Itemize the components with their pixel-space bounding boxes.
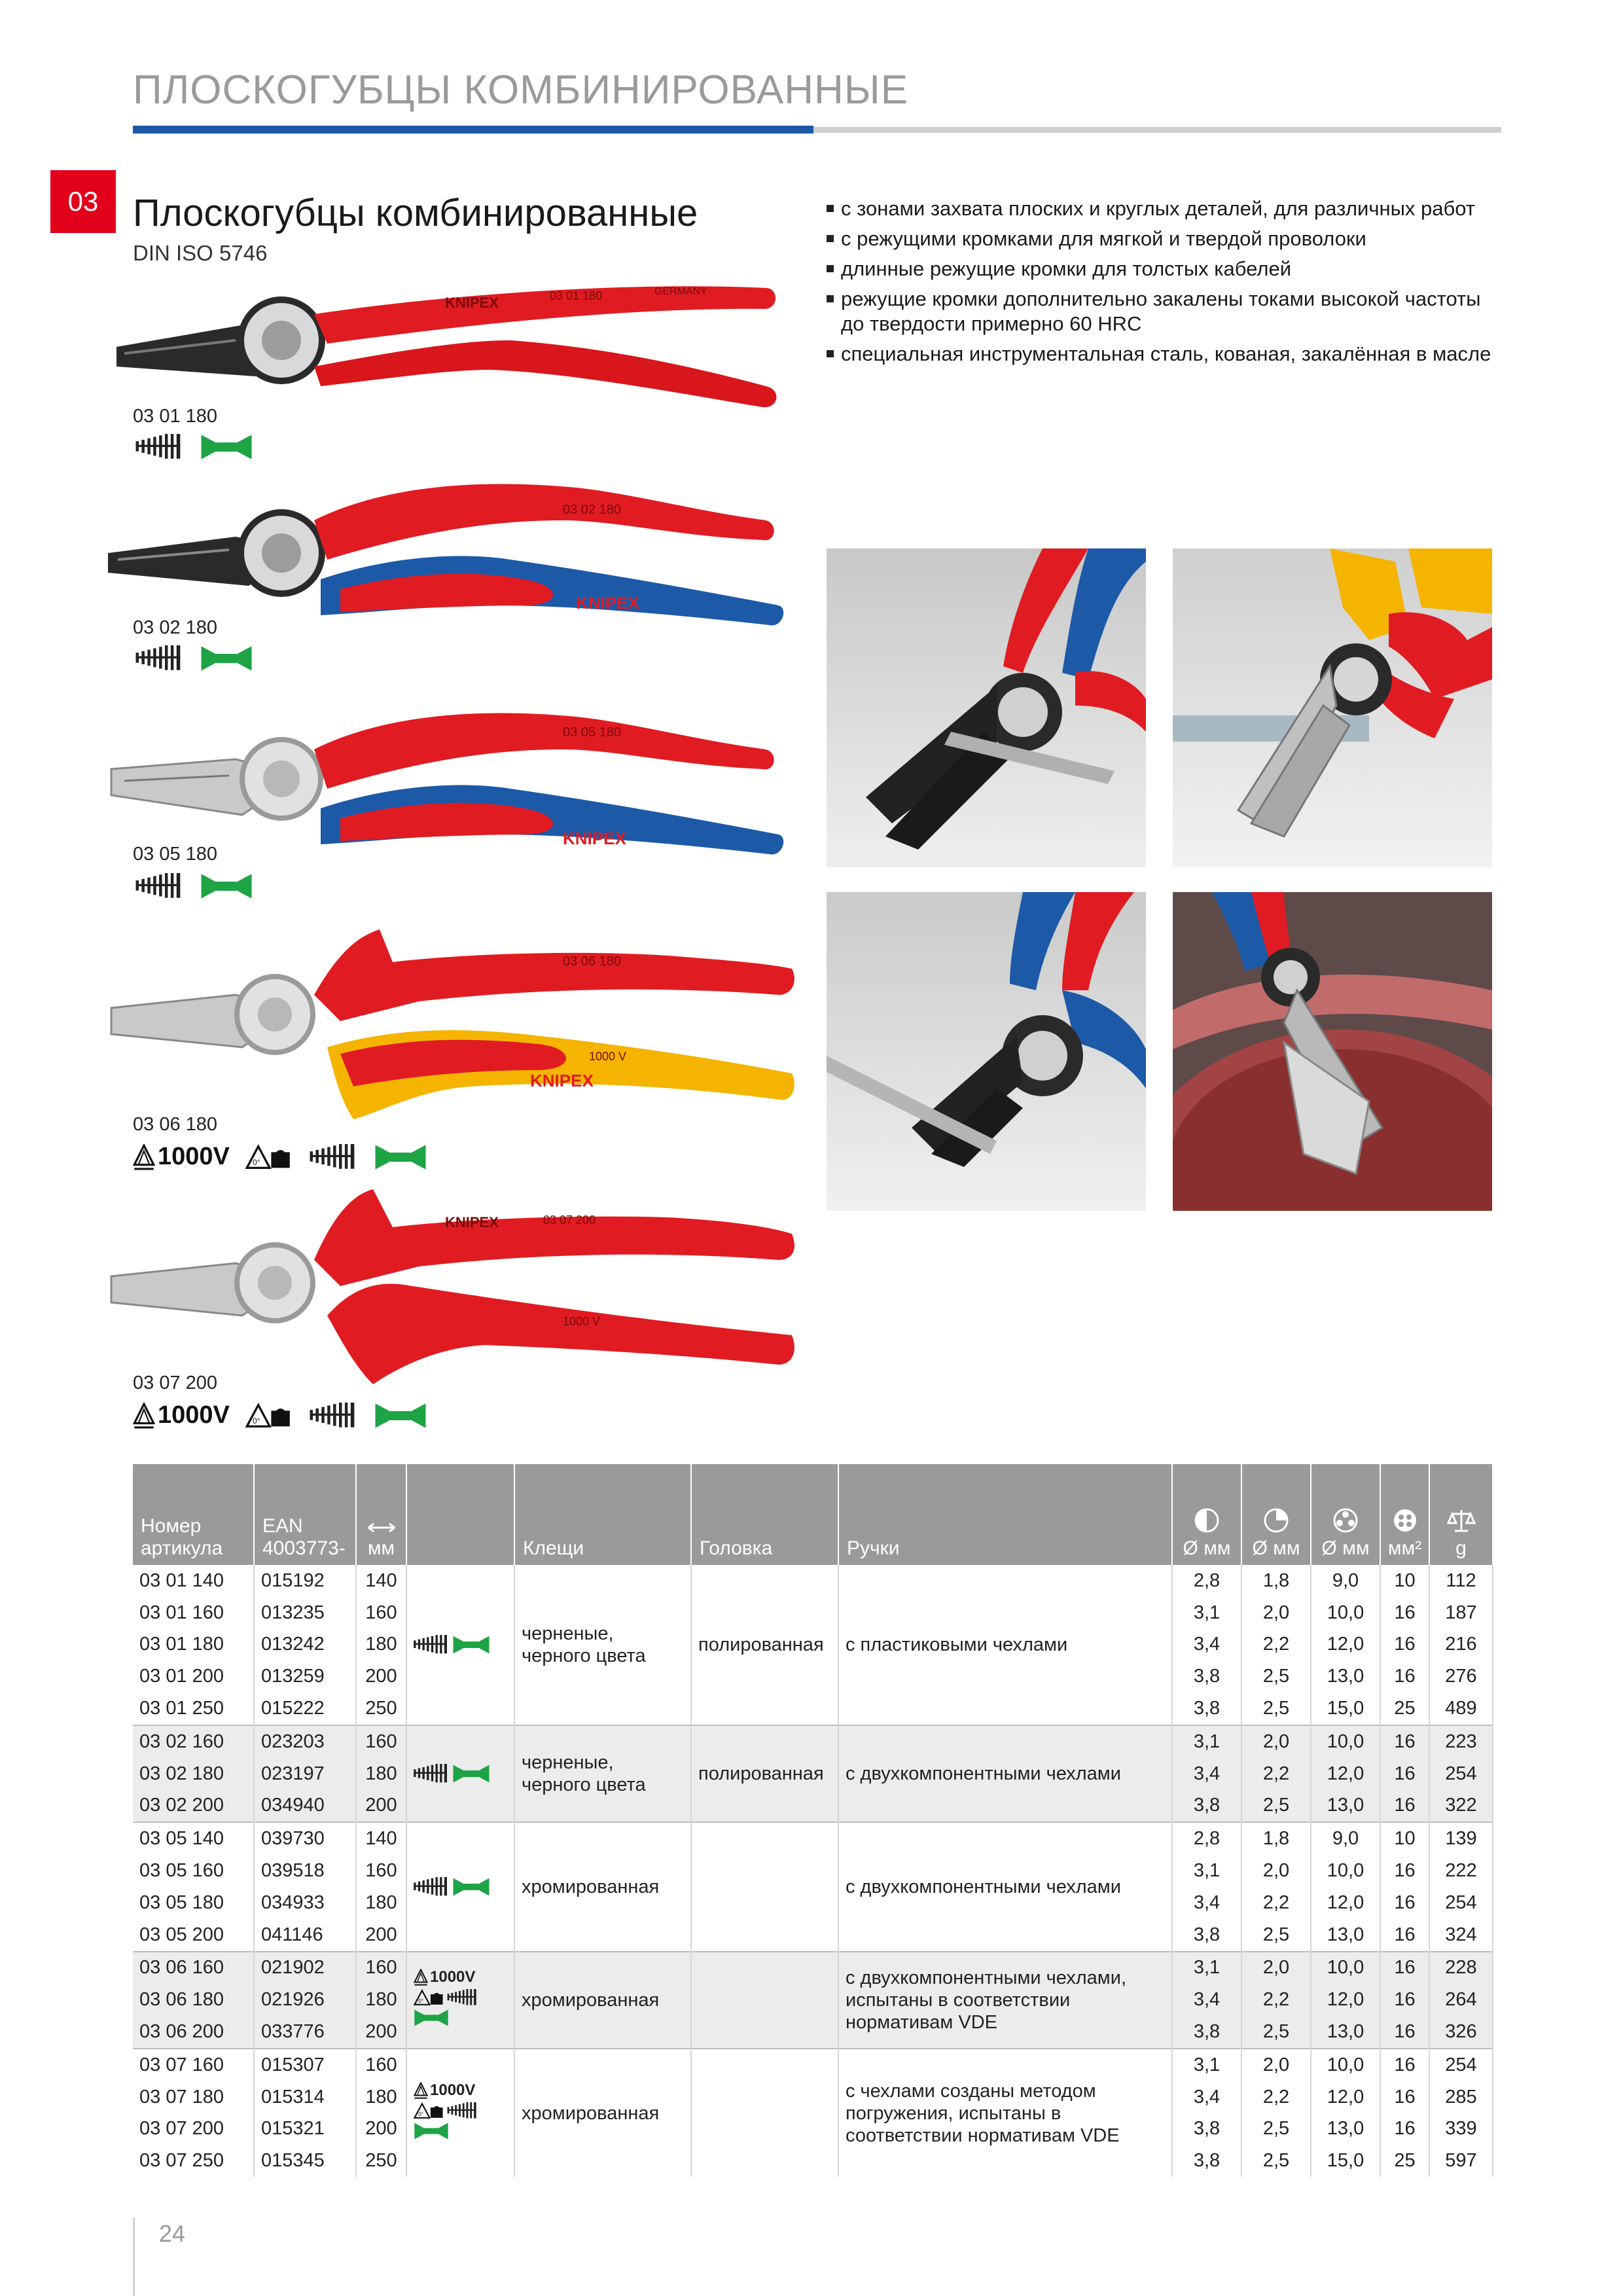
plier-model-text: 03 01 180 xyxy=(550,289,603,302)
cell-ean: 033776 xyxy=(254,2016,356,2049)
cell-weight: 276 xyxy=(1429,1660,1493,1693)
voltage-badge xyxy=(133,1401,230,1429)
product-title: Плоскогубцы комбинированные xyxy=(133,192,698,234)
cell-ean: 041146 xyxy=(254,1919,356,1952)
cell-cable: 25 xyxy=(1380,1693,1429,1725)
cell-article: 03 07 200 xyxy=(133,2113,254,2145)
cell-hard-wire: 9,0 xyxy=(1311,1565,1380,1597)
cell-head xyxy=(691,2049,838,2177)
cell-article: 03 07 160 xyxy=(133,2049,254,2081)
cell-length: 200 xyxy=(356,1919,406,1952)
cell-soft-wire: 3,1 xyxy=(1172,1855,1241,1887)
plier-image-03-07-200 xyxy=(105,1188,798,1384)
voltage-label: 1000V xyxy=(158,1401,230,1429)
voltage-label: 1000V xyxy=(158,1143,230,1170)
cell-article: 03 01 160 xyxy=(133,1597,254,1629)
cell-length: 250 xyxy=(356,1693,406,1725)
cell-medium-wire: 2,5 xyxy=(1241,2113,1311,2145)
cell-icons xyxy=(406,1725,514,1822)
product-03-07-200 xyxy=(105,1188,798,1450)
cell-hard-wire: 15,0 xyxy=(1311,1693,1380,1725)
handle-length-icon xyxy=(133,645,184,672)
cell-article: 03 02 180 xyxy=(133,1758,254,1790)
application-photo-4 xyxy=(1173,892,1492,1211)
green-jaw-icon xyxy=(200,872,253,900)
header-rule-grey xyxy=(813,127,1501,133)
cell-hard-wire: 10,0 xyxy=(1311,1597,1380,1629)
plier-image-03-02-180 xyxy=(105,475,798,632)
cell-ean: 015321 xyxy=(254,2113,356,2145)
cell-article: 03 02 160 xyxy=(133,1725,254,1758)
cell-weight: 254 xyxy=(1429,2049,1493,2081)
cell-handles: с двухкомпонентными чехлами, испытаны в соответствии нормативам VDE xyxy=(838,1952,1172,2049)
cell-article: 03 05 140 xyxy=(133,1822,254,1855)
cell-soft-wire: 3,8 xyxy=(1172,1790,1241,1823)
cell-cable: 16 xyxy=(1380,2081,1429,2113)
cell-weight: 222 xyxy=(1429,1855,1493,1887)
insulated-1000v-icon xyxy=(133,1144,155,1170)
cell-weight: 228 xyxy=(1429,1952,1493,1984)
cell-hard-wire: 13,0 xyxy=(1311,2016,1380,2049)
insulated-1000v-icon xyxy=(133,1403,155,1429)
cell-cable: 16 xyxy=(1380,1629,1429,1661)
table-row xyxy=(133,1565,1493,1597)
feature-item: режущие кромки дополнительно закалены токами высокой частоты до твердости примерно 60 HRC xyxy=(827,287,1507,336)
handle-length-icon xyxy=(414,1877,448,1897)
cell-medium-wire: 2,0 xyxy=(1241,2049,1311,2081)
application-photo-2 xyxy=(1173,548,1492,867)
cell-length: 160 xyxy=(356,1855,406,1887)
product-03-01-180 xyxy=(105,262,798,478)
cell-cable: 25 xyxy=(1380,2145,1429,2177)
cell-article: 03 01 140 xyxy=(133,1565,254,1597)
cell-cable: 16 xyxy=(1380,2016,1429,2049)
cell-handles: с чехлами созданы методом погружения, испытаны в соответствии нормативам VDE xyxy=(838,2049,1172,2177)
cell-hard-wire: 10,0 xyxy=(1311,1725,1380,1758)
product-code: 03 01 180 xyxy=(133,406,218,427)
plier-model-text: 03 05 180 xyxy=(563,725,621,740)
cell-soft-wire: 3,4 xyxy=(1172,2081,1241,2113)
col-cable xyxy=(1380,1464,1429,1565)
cell-soft-wire: 3,4 xyxy=(1172,1984,1241,2016)
cell-length: 180 xyxy=(356,1984,406,2016)
product-03-02-180 xyxy=(105,475,798,691)
length-arrow-icon xyxy=(367,1522,396,1534)
cell-cable: 16 xyxy=(1380,2113,1429,2145)
cell-length: 250 xyxy=(356,2145,406,2177)
cell-article: 03 06 200 xyxy=(133,2016,254,2049)
voltage-label: 1000V xyxy=(430,1967,476,1986)
product-code: 03 05 180 xyxy=(133,844,218,865)
cell-medium-wire: 2,0 xyxy=(1241,1597,1311,1629)
cell-length: 200 xyxy=(356,2113,406,2145)
product-code: 03 06 180 xyxy=(133,1114,218,1135)
cell-length: 200 xyxy=(356,2016,406,2049)
cable-icon xyxy=(1392,1507,1418,1534)
col-soft-wire xyxy=(1172,1464,1241,1565)
cell-medium-wire: 2,5 xyxy=(1241,1790,1311,1823)
handle-length-icon xyxy=(414,1764,448,1784)
table-row xyxy=(133,2049,1493,2081)
cell-weight: 339 xyxy=(1429,2113,1493,2145)
cell-soft-wire: 3,8 xyxy=(1172,2145,1241,2177)
product-code: 03 07 200 xyxy=(133,1372,218,1393)
green-jaw-icon xyxy=(374,1402,427,1429)
cell-length: 180 xyxy=(356,1887,406,1919)
plier-model-text: 03 02 180 xyxy=(563,503,621,517)
green-jaw-icon xyxy=(453,1764,490,1784)
plier-voltage-text: 1000 V xyxy=(563,1315,601,1328)
plier-image-03-06-180 xyxy=(105,923,798,1119)
plier-image-03-05-180 xyxy=(105,704,798,861)
feature-item: длинные режущие кромки для толстых кабелей xyxy=(827,257,1507,281)
hard-wire-icon xyxy=(1332,1507,1359,1534)
table-row xyxy=(133,1725,1493,1758)
cell-hard-wire: 15,0 xyxy=(1311,2145,1380,2177)
green-jaw-icon xyxy=(453,1877,490,1897)
handle-length-icon xyxy=(307,1403,358,1429)
col-article: Номер артикула xyxy=(133,1464,254,1565)
cell-medium-wire: 2,0 xyxy=(1241,1725,1311,1758)
cell-cable: 16 xyxy=(1380,1952,1429,1984)
col-hard-wire-label: Ø мм xyxy=(1321,1537,1370,1559)
feature-list xyxy=(827,196,1507,372)
green-jaw-icon xyxy=(200,645,253,672)
cell-soft-wire: 3,4 xyxy=(1172,1629,1241,1661)
cell-handles: с двухкомпонентными чехлами xyxy=(838,1725,1172,1822)
green-jaw-icon xyxy=(453,1635,490,1655)
cell-ean: 021926 xyxy=(254,1984,356,2016)
cell-hard-wire: 13,0 xyxy=(1311,1660,1380,1693)
handle-length-icon xyxy=(414,1635,448,1655)
handle-length-icon xyxy=(446,2102,478,2119)
cell-cable: 16 xyxy=(1380,1660,1429,1693)
col-weight xyxy=(1429,1464,1493,1565)
cell-medium-wire: 2,5 xyxy=(1241,1660,1311,1693)
cell-medium-wire: 2,2 xyxy=(1241,1629,1311,1661)
cell-cable: 16 xyxy=(1380,1758,1429,1790)
cell-ean: 015314 xyxy=(254,2081,356,2113)
cell-hard-wire: 13,0 xyxy=(1311,1919,1380,1952)
cell-article: 03 01 200 xyxy=(133,1660,254,1693)
cell-cable: 16 xyxy=(1380,1725,1429,1758)
cell-length: 140 xyxy=(356,1822,406,1855)
cell-handles: с пластиковыми чехлами xyxy=(838,1565,1172,1725)
cell-soft-wire: 2,8 xyxy=(1172,1565,1241,1597)
vde-tested-icon xyxy=(414,2102,444,2119)
plier-brand-text: KNIPEX xyxy=(563,829,626,848)
cell-article: 03 06 160 xyxy=(133,1952,254,1984)
cell-soft-wire: 3,1 xyxy=(1172,1725,1241,1758)
cell-pliers: хромированная xyxy=(514,1952,691,2049)
cell-hard-wire: 12,0 xyxy=(1311,2081,1380,2113)
cell-ean: 039518 xyxy=(254,1855,356,1887)
plier-model-text: 03 06 180 xyxy=(563,954,621,969)
plier-brand-text: KNIPEX xyxy=(576,593,639,613)
plier-brand-text: KNIPEX xyxy=(445,295,499,311)
vde-tested-icon xyxy=(414,1989,444,2006)
cell-weight: 216 xyxy=(1429,1629,1493,1661)
cell-cable: 16 xyxy=(1380,2049,1429,2081)
soft-wire-icon xyxy=(1194,1507,1220,1534)
cell-head xyxy=(691,1952,838,2049)
cell-weight: 597 xyxy=(1429,2145,1493,2177)
voltage-badge xyxy=(133,1143,230,1171)
cell-weight: 112 xyxy=(1429,1565,1493,1597)
cell-soft-wire: 3,4 xyxy=(1172,1758,1241,1790)
cell-pliers: черненые, черного цвета xyxy=(514,1725,691,1822)
cell-length: 200 xyxy=(356,1660,406,1693)
cell-article: 03 07 180 xyxy=(133,2081,254,2113)
feature-item: специальная инструментальная сталь, кованая, закалённая в масле xyxy=(827,342,1507,367)
cell-ean: 034940 xyxy=(254,1790,356,1823)
cell-cable: 16 xyxy=(1380,1919,1429,1952)
page-number: 24 xyxy=(159,2220,186,2247)
cell-soft-wire: 3,8 xyxy=(1172,1919,1241,1952)
footer-rule xyxy=(133,2217,135,2296)
header-rule-blue xyxy=(133,126,813,134)
vde-tested-icon xyxy=(245,1144,291,1170)
cell-article: 03 06 180 xyxy=(133,1984,254,2016)
col-hard-wire xyxy=(1311,1464,1380,1565)
cell-ean: 039730 xyxy=(254,1822,356,1855)
col-weight-label: g xyxy=(1455,1537,1467,1559)
cell-medium-wire: 2,2 xyxy=(1241,2081,1311,2113)
cell-medium-wire: 2,5 xyxy=(1241,1693,1311,1725)
col-medium-wire-label: Ø мм xyxy=(1252,1537,1300,1559)
table-header-row xyxy=(133,1464,1493,1565)
cell-cable: 16 xyxy=(1380,1855,1429,1887)
cell-medium-wire: 2,5 xyxy=(1241,1919,1311,1952)
green-jaw-icon xyxy=(414,2122,449,2140)
product-03-05-180 xyxy=(105,704,798,926)
cell-ean: 013235 xyxy=(254,1597,356,1629)
product-icons xyxy=(133,1143,427,1171)
cell-icons xyxy=(406,1952,514,2049)
cell-weight: 285 xyxy=(1429,2081,1493,2113)
vde-tested-icon xyxy=(245,1403,291,1429)
cell-article: 03 05 200 xyxy=(133,1919,254,1952)
cell-hard-wire: 10,0 xyxy=(1311,2049,1380,2081)
cell-hard-wire: 13,0 xyxy=(1311,1790,1380,1823)
cell-ean: 015192 xyxy=(254,1565,356,1597)
plier-brand-text: KNIPEX xyxy=(530,1071,594,1090)
cell-ean: 023197 xyxy=(254,1758,356,1790)
standard-label: DIN ISO 5746 xyxy=(133,241,268,265)
product-icons xyxy=(133,1401,427,1429)
cell-hard-wire: 13,0 xyxy=(1311,2113,1380,2145)
cell-medium-wire: 2,5 xyxy=(1241,2145,1311,2177)
application-photo-1 xyxy=(827,548,1146,867)
cell-ean: 015345 xyxy=(254,2145,356,2177)
cell-article: 03 02 200 xyxy=(133,1790,254,1823)
cell-hard-wire: 12,0 xyxy=(1311,1758,1380,1790)
cell-weight: 254 xyxy=(1429,1887,1493,1919)
cell-medium-wire: 2,5 xyxy=(1241,2016,1311,2049)
cell-medium-wire: 2,2 xyxy=(1241,1984,1311,2016)
cell-ean: 013242 xyxy=(254,1629,356,1661)
cell-length: 200 xyxy=(356,1790,406,1823)
cell-soft-wire: 3,1 xyxy=(1172,2049,1241,2081)
section-number-badge: 03 xyxy=(50,170,116,233)
cell-icons xyxy=(406,2049,514,2177)
green-jaw-icon xyxy=(374,1143,427,1171)
handle-length-icon xyxy=(133,434,184,460)
cell-medium-wire: 2,0 xyxy=(1241,1952,1311,1984)
cell-icons xyxy=(406,1565,514,1725)
cell-weight: 223 xyxy=(1429,1725,1493,1758)
product-icons xyxy=(133,645,253,672)
cell-head: полированная xyxy=(691,1565,838,1725)
cell-medium-wire: 2,2 xyxy=(1241,1758,1311,1790)
cell-medium-wire: 1,8 xyxy=(1241,1822,1311,1855)
cell-ean: 015307 xyxy=(254,2049,356,2081)
cell-weight: 489 xyxy=(1429,1693,1493,1725)
cell-ean: 015222 xyxy=(254,1693,356,1725)
col-length-label: мм xyxy=(367,1537,395,1559)
cell-hard-wire: 9,0 xyxy=(1311,1822,1380,1855)
cell-soft-wire: 3,1 xyxy=(1172,1952,1241,1984)
cell-weight: 324 xyxy=(1429,1919,1493,1952)
cell-length: 180 xyxy=(356,2081,406,2113)
voltage-label: 1000V xyxy=(430,2081,476,2099)
cell-ean: 023203 xyxy=(254,1725,356,1758)
cell-weight: 322 xyxy=(1429,1790,1493,1823)
col-medium-wire xyxy=(1241,1464,1311,1565)
product-icons xyxy=(133,872,253,900)
cell-icons xyxy=(406,1822,514,1951)
cell-medium-wire: 2,2 xyxy=(1241,1887,1311,1919)
cell-medium-wire: 1,8 xyxy=(1241,1565,1311,1597)
feature-item: с зонами захвата плоских и круглых деталей, для различных работ xyxy=(827,196,1507,221)
cell-article: 03 01 180 xyxy=(133,1629,254,1661)
application-photo-3 xyxy=(827,892,1146,1211)
cell-hard-wire: 12,0 xyxy=(1311,1887,1380,1919)
cell-cable: 10 xyxy=(1380,1822,1429,1855)
cell-article: 03 05 160 xyxy=(133,1855,254,1887)
scale-icon xyxy=(1447,1507,1476,1534)
cell-article: 03 07 250 xyxy=(133,2145,254,2177)
cell-hard-wire: 12,0 xyxy=(1311,1984,1380,2016)
cell-pliers: хромированная xyxy=(514,2049,691,2177)
product-code: 03 02 180 xyxy=(133,617,218,638)
product-03-06-180 xyxy=(105,923,798,1185)
cell-weight: 139 xyxy=(1429,1822,1493,1855)
insulated-1000v-icon xyxy=(414,1969,428,1986)
cell-weight: 254 xyxy=(1429,1758,1493,1790)
cell-pliers: хромированная xyxy=(514,1822,691,1951)
cell-length: 160 xyxy=(356,1725,406,1758)
col-head: Головка xyxy=(691,1464,838,1565)
cell-length: 180 xyxy=(356,1629,406,1661)
col-length xyxy=(356,1464,406,1565)
insulated-1000v-icon xyxy=(414,2082,428,2099)
cell-cable: 16 xyxy=(1380,1887,1429,1919)
col-icons xyxy=(406,1464,514,1565)
cell-length: 160 xyxy=(356,2049,406,2081)
cell-pliers: черненые, черного цвета xyxy=(514,1565,691,1725)
green-jaw-icon xyxy=(414,2009,449,2027)
cell-soft-wire: 3,8 xyxy=(1172,2113,1241,2145)
cell-article: 03 01 250 xyxy=(133,1693,254,1725)
cell-article: 03 05 180 xyxy=(133,1887,254,1919)
cell-soft-wire: 2,8 xyxy=(1172,1822,1241,1855)
col-pliers: Клещи xyxy=(514,1464,691,1565)
handle-length-icon xyxy=(133,873,184,899)
cell-ean: 013259 xyxy=(254,1660,356,1693)
cell-head: полированная xyxy=(691,1725,838,1822)
cell-medium-wire: 2,0 xyxy=(1241,1855,1311,1887)
plier-image-03-01-180 xyxy=(105,262,798,412)
cell-hard-wire: 12,0 xyxy=(1311,1629,1380,1661)
cell-handles: с двухкомпонентными чехлами xyxy=(838,1822,1172,1951)
cell-soft-wire: 3,8 xyxy=(1172,1660,1241,1693)
cell-cable: 10 xyxy=(1380,1565,1429,1597)
table-row xyxy=(133,1822,1493,1855)
feature-item: с режущими кромками для мягкой и твердой проволоки xyxy=(827,226,1507,251)
medium-wire-icon xyxy=(1263,1507,1289,1534)
cell-ean: 034933 xyxy=(254,1887,356,1919)
cell-length: 160 xyxy=(356,1952,406,1984)
cell-length: 160 xyxy=(356,1597,406,1629)
cell-cable: 16 xyxy=(1380,1984,1429,2016)
cell-length: 180 xyxy=(356,1758,406,1790)
plier-voltage-text: 1000 V xyxy=(589,1050,627,1063)
handle-length-icon xyxy=(307,1144,358,1170)
cell-hard-wire: 10,0 xyxy=(1311,1855,1380,1887)
plier-model-text: 03 07 200 xyxy=(543,1213,596,1227)
cell-cable: 16 xyxy=(1380,1597,1429,1629)
cell-hard-wire: 10,0 xyxy=(1311,1952,1380,1984)
plier-marking-text: GERMANY xyxy=(654,286,707,297)
specification-table xyxy=(133,1464,1493,2177)
section-header-title: ПЛОСКОГУБЦЫ КОМБИНИРОВАННЫЕ xyxy=(133,67,909,113)
cell-soft-wire: 3,1 xyxy=(1172,1597,1241,1629)
col-ean: EAN 4003773- xyxy=(254,1464,356,1565)
cell-weight: 187 xyxy=(1429,1597,1493,1629)
cell-length: 140 xyxy=(356,1565,406,1597)
cell-weight: 326 xyxy=(1429,2016,1493,2049)
col-handles: Ручки xyxy=(838,1464,1172,1565)
cell-ean: 021902 xyxy=(254,1952,356,1984)
col-cable-label: мм² xyxy=(1387,1537,1422,1559)
green-jaw-icon xyxy=(200,433,253,461)
cell-soft-wire: 3,4 xyxy=(1172,1887,1241,1919)
product-icons xyxy=(133,433,253,461)
cell-weight: 264 xyxy=(1429,1984,1493,2016)
cell-soft-wire: 3,8 xyxy=(1172,1693,1241,1725)
cell-soft-wire: 3,8 xyxy=(1172,2016,1241,2049)
handle-length-icon xyxy=(446,1989,478,2006)
cell-cable: 16 xyxy=(1380,1790,1429,1823)
cell-head xyxy=(691,1822,838,1951)
plier-brand-text: KNIPEX xyxy=(445,1214,499,1230)
col-soft-wire-label: Ø мм xyxy=(1183,1537,1231,1559)
table-row xyxy=(133,1952,1493,1984)
